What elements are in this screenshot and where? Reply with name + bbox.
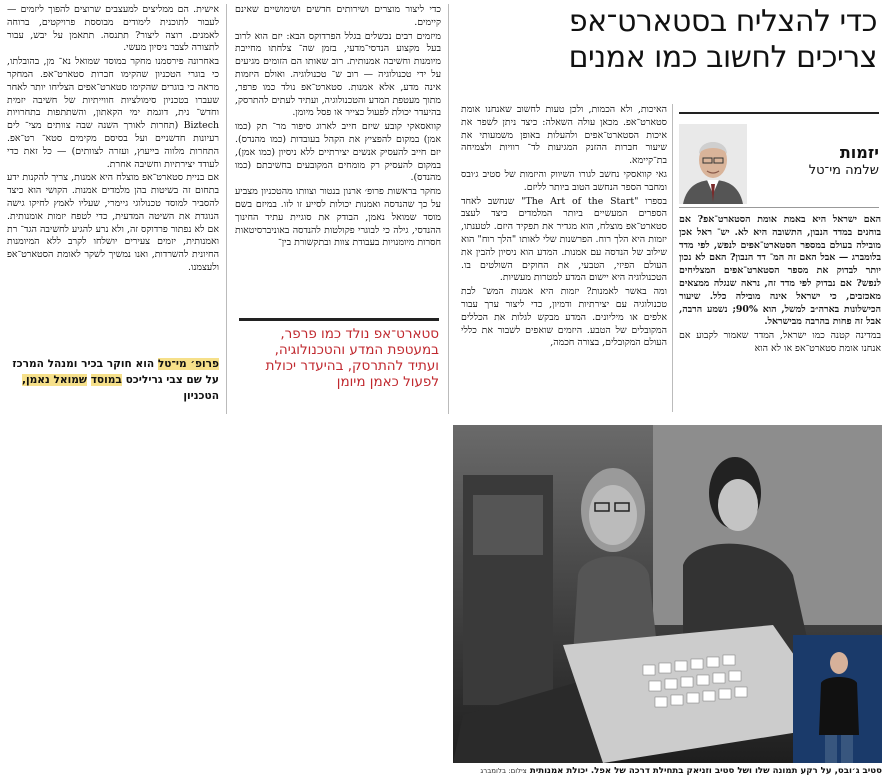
paragraph: אישית. הם ממליצים למעצבים שרוצים להפוך ליזמים — לעבור לתוכנית לימודים מבוססת פרויקטים, ברוחה לאמנים. רוצה ליצור? תתנסה. תתאמן על יבש, עבור לתצורה לצבר ניסיון מעשי. — [7, 4, 219, 54]
bio-text-in: במוסד — [90, 374, 122, 386]
pull-quote: סטארט־אפ נולד כמו פרפר, במעטפת המדע והטכנולוגיה, ועתיד להתרסק, בהיעדר יכולת לפעול כאמן מיומן — [265, 326, 439, 390]
paragraph: במדינה קטנה כמו ישראל, המדד שאמור לקבוע אם אנחנו אומת סטארט־אפ או לא הוא — [679, 330, 881, 354]
paragraph: מיזמים רבים נכשלים בגלל הפרדוקס הבא: יזם הוא לרוב בעל מקצוע הנדסי־מדעי, בזמן שה־ צלחתו מחייבת מיומנות וחשיבה אמנותית. רוב שאותו הם הזומים מגיעים על ידי טכנולוגיה — רוב ש־ טכנולוגיה. ואולם היזמות אינה מדע, אלא אמנות. סטארט־אפ נולד כמו פרפר, מתוך מעטפת המדע והטכנולוגיה, ועתיד לעתים להתרסק, בהיעדר יכולת לפעול כצייר או פסל מיומן. — [235, 30, 441, 119]
headline-line-2: צריכים לחשוב כמו אמנים — [568, 40, 877, 75]
column-divider — [448, 4, 449, 414]
column-divider — [226, 4, 227, 414]
paragraph: באחרונה פירסמנו מחקר במוסד שמואל נא־ מן, בהובלתו, כי בוגרי הטכניון שהקימו חברות סטארט־אפ. המחקר מראה כי בוגרים שהקימו סטארט־אפים הצליחו יותר לאחר שעברו בטכניון סימולציות חווייתיות של חשיבה יזמית וחדש־ נית, דוגמת ימי הקאתון, והשתתפות בתחרויות Biztech (תחרות לאורך השנה שבה צוותים מצי־ לים רעיונות חדשניים ועל בסיסם מקימים סטא־ רט־אפ. התחרות מלווה בייעוץ, ועזרה לצוותים) — כל זאת כדי לעודד יצירתיות וחשיבה אחרת. — [7, 56, 219, 170]
paragraph: אם בניית סטארט־אפ מוצלח היא אמנות, צריך להקנות ידע בתחום זה בשיטות בהן מלמדים אמנות. הקושי הוא כיצד להסביר למוסד טכנולוגי גיימרי, שעליו לאמץ לחיקו גישה הנוגדת את השיטה המדעית, כדי לטפח יזמות אומנותית. אם לא נפתור פרדוקס זה, ולא נרע להגיע לחשיבה הגד־ רת ואמנותית, יזמים צעירים יושלחו לקרב ללא המיומנות החיונית להשרדות, ואנו נמשיך לשקר לאומת הסטארט־אפ ולעצמנו. — [7, 172, 219, 273]
author-text — [751, 144, 879, 180]
paragraph: כדי ליצור מוצרים ושירותים חדשים ושימושיים שאינם קיימים. — [235, 4, 441, 28]
article-photo — [453, 425, 882, 763]
bio-org: שמואל נאמן, — [21, 374, 87, 386]
column-3 — [235, 4, 441, 304]
bio-text: הוא חוקר בכיר ומנהל המרכז על שם צבי גריליכס — [12, 358, 219, 386]
paragraph: קוואסאקי קובע שיזם חייב לארוג סיפור מר־ תק (כמו אמן) במקום להפציץ את הקהל בעובדות (כמו מהנדס). יזם חייב להעסיק אנשים יצירתיים ללא ניסיון (כמו אמן), במקום להעסיק רק מומחים המקובעים בחשיבתם (כמו מהנדס). — [235, 121, 441, 184]
photo-illustration — [453, 425, 882, 763]
caption-text: סטיב ג׳ובס, על רקע תמונה שלו ושל סטיב וזניאק בתחילת דרכה של אפל. יכולת אמנותית — [529, 766, 882, 776]
paragraph: האיכות, ולא הכמות, ולכן טעות לחשוב שאנחנו אומת סטארט־אפ. מכאן עולה השאלה: כיצד ניתן לשפר את איכות הסטארט־אפים ולהעלות באופן משמעותי את שיעור חברות ההזנק המגיעות לד־ רוויות ולצמיחה בת־קיימא. — [461, 104, 667, 167]
paragraph: ומה באשר לאמנות? יזמות היא אמנות המש־ לבת טכנולוגיה עם יצירתיות ודמיון, כדי ליצור ערך עבור אלפים או מיליונים. המדע מבקש לגלות את הכללים המקובלים של הטבע. היזמים שואפים לשבור את כללי העולם המקובלים, בצורה חכמה, — [461, 286, 667, 349]
paragraph: בספרו "The Art of the Start" שנחשב לאחד הספרים המעשיים ביותר המלמדים כיצד לעצב סטארט־אפ מוצלח, הוא מגדיר את תפקיד היזם. לטענתו, יזמות היא הלך רוח. הפרשנות שלי לאותו "הלך רוח" הוא שילוב של הנדסה עם אמנות. המדע הוא ניסיון להבין את העולם הפיזי, הטבעי, את החוקים השולטים בו. הטכנולוגיה היא יישום המדע למטרות מעשיות. — [461, 195, 667, 284]
author-bio — [7, 356, 219, 404]
headline-line-1: כדי להצליח בסטארט־אפ — [568, 4, 877, 39]
author-portrait-icon — [679, 124, 747, 204]
column-2 — [461, 104, 667, 396]
paragraph: מחקר בראשות פרופ׳ ארנון בנטור וצוותו מהטכניון מצביע על כך שהנדסה ואמנות יכולות לסייע זו לזו. במיזם בשם מוסד שמואל נאמן, הבודק את סוגיית עתיד החינוך ההנדסי, גילה כי לבוגרי פקולטות להנדסה באוניברסיטאות חסרות מיומנויות בעבודת צוות ובתקשורת בין־ — [235, 186, 441, 249]
author-photo — [679, 124, 747, 204]
pull-quote-rule — [239, 318, 439, 321]
photo-credit: צילום: בלומברג — [480, 767, 527, 775]
column-1 — [679, 214, 881, 408]
section-tag: יזמות — [839, 143, 879, 162]
author-name: שלמה מי־טל — [808, 163, 879, 178]
column-divider — [672, 104, 673, 412]
photo-caption — [453, 765, 882, 777]
author-box — [679, 112, 879, 208]
bio-name: פרופ׳ מי־טל — [157, 358, 219, 370]
bio-institution: הטכניון — [183, 390, 219, 402]
paragraph: גאי קוואסקי נחשב לגורו השיווק והיזמות של סטיב ג׳ובס ומחבר הספר הנחשב הטוב ביותר לליזם. — [461, 168, 667, 193]
lead-paragraph: האם ישראל היא באמת אומת הסטארט־אפ? אם בוחנים במדד הנבון, התשובה היא לא. יש־ ראל אכן מובילה בעולם במספר הסטארט־אפים לנפש, לפי מדד בלומברג — אבל האם זה המ־ דד הנבון? האם לא נכון יותר לבדוק את מספר הסטארט־אפים המצליחים לנפש? אם נבדוק לפי מדד זה, נראה שנגלה ממצאים מאכזבים, כי ישראל אינה מובילה כלל. שיעור הכישלונות בארה״ב למשל, הוא 90%; נשמע הרבה, אבל זה פחות בהרבה מבישראל. — [679, 214, 881, 328]
column-4 — [7, 4, 219, 348]
headline — [457, 4, 877, 76]
